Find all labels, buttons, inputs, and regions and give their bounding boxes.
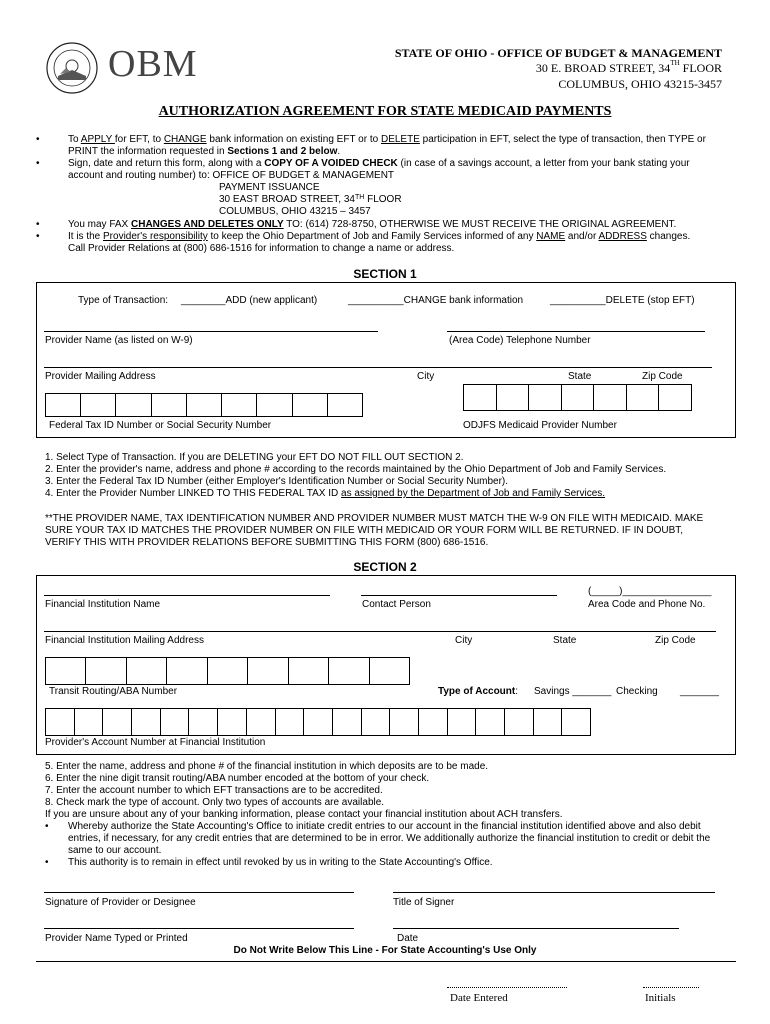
savings-option[interactable]: Savings _______	[534, 686, 612, 697]
contact-person-field[interactable]	[361, 595, 557, 596]
section-1-instructions: 1. Select Type of Transaction. If you are DELETING your EFT DO NOT FILL OUT SECTION 2. 2. Enter the provider's name, address and phone # according to the records maintained by the Ohio Department of Job and Family Services. 3. Enter the Federal Tax ID Number (either Employer's Identification Number or Social Security Number). 4. Enter the Provider Number LINKED TO THIS FEDERAL TAX ID as assigned by the Department of Job and Family Services.	[45, 452, 667, 499]
area-phone-field[interactable]: (_____)________________	[588, 586, 712, 597]
provider-name-typed-field[interactable]	[44, 928, 354, 929]
zip-label: Zip Code	[642, 371, 683, 382]
section-2-heading: SECTION 2	[353, 560, 417, 574]
office-use-notice: Do Not Write Below This Line - For State Accounting's Use Only	[233, 945, 537, 956]
mail-address: PAYMENT ISSUANCE 30 EAST BROAD STREET, 34TH FLOOR COLUMBUS, OHIO 43215 – 3457	[219, 182, 402, 217]
fin-institution-name-field[interactable]	[44, 595, 330, 596]
tax-id-warning: **THE PROVIDER NAME, TAX IDENTIFICATION NUMBER AND PROVIDER NUMBER MUST MATCH THE W-9 ON FILE WITH MEDICAID. MAKE SURE YOUR TAX ID MATCHES THE PROVIDER NUMBER ON FILE WITH MEDICAID OR YOUR FORM WILL BE RETURNED. IF IN DOUBT, VERIFY THIS WITH PROVIDER RELATIONS BEFORE SUBMITTING THIS FORM (800) 686-1516.	[45, 513, 704, 548]
logo-text: OBM	[108, 43, 198, 85]
street-line: 30 E. BROAD STREET, 34TH FLOOR	[535, 59, 722, 75]
bullet: •	[36, 231, 40, 242]
fin-institution-name-label: Financial Institution Name	[45, 599, 161, 610]
routing-number-boxes[interactable]	[45, 657, 410, 685]
date-entered-label: Date Entered	[450, 992, 508, 1004]
medicaid-number-boxes[interactable]	[463, 384, 692, 411]
state-label: State	[568, 371, 592, 382]
account-number-boxes[interactable]	[45, 708, 591, 736]
intro-bullet-3: You may FAX CHANGES AND DELETES ONLY TO: (614) 728-8750, OTHERWISE WE MUST RECEIVE THE ORIGINAL AGREEMENT.	[68, 219, 677, 230]
mailing-address-field[interactable]	[44, 367, 712, 368]
intro-bullet-1: To APPLY for EFT, to CHANGE bank information on existing EFT or to DELETE participation in EFT, select the type of transaction, then TYPE or PRINT the information requested in Sections 1 and 2 below.	[68, 134, 706, 157]
bullet: •	[45, 857, 49, 868]
ohio-seal	[46, 42, 98, 94]
provider-name-field[interactable]	[44, 331, 378, 332]
signature-field[interactable]	[44, 892, 354, 893]
bullet: •	[36, 134, 40, 145]
area-phone-label: Area Code and Phone No.	[588, 599, 706, 610]
change-option[interactable]: __________CHANGE bank information	[348, 295, 524, 306]
authorization-text: Whereby authorize the State Accounting's Office to initiate credit entries to our account in the financial institution identified above and also debit entries, if necessary, for any credit entries that are determined to be in error. We additionally authorize the financial institution to credit or debit the same to our account.	[68, 821, 711, 856]
provider-name-label: Provider Name (as listed on W-9)	[45, 335, 193, 346]
bullet: •	[36, 219, 40, 230]
intro-bullet-2: Sign, date and return this form, along with a COPY OF A VOIDED CHECK (in case of a savings account, a letter from your bank stating your account and routing number) to: OFFICE OF BUDGET & MANAGEMENT	[68, 158, 690, 181]
phone-field[interactable]	[447, 331, 705, 332]
office-line: STATE OF OHIO - OFFICE OF BUDGET & MANAGEMENT	[394, 46, 722, 60]
tax-id-boxes[interactable]	[45, 393, 363, 417]
account-number-label: Provider's Account Number at Financial Institution	[45, 737, 266, 748]
authority-duration-text: This authority is to remain in effect until revoked by us in writing to the State Accounting's Office.	[68, 857, 493, 868]
account-type-label: Type of Account:	[438, 686, 519, 697]
intro-bullet-4: It is the Provider's responsibility to keep the Ohio Department of Job and Family Services informed of any NAME and/or ADDRESS changes. Call Provider Relations at (800) 686-1516 for information to change a name or address.	[68, 231, 691, 254]
add-option[interactable]: ________ADD (new applicant)	[181, 295, 318, 306]
contact-person-label: Contact Person	[362, 599, 431, 610]
initials-field[interactable]	[643, 987, 699, 988]
date-field[interactable]	[393, 928, 679, 929]
tax-id-label: Federal Tax ID Number or Social Security Number	[49, 420, 272, 431]
mailing-address-label: Provider Mailing Address	[45, 371, 156, 382]
phone-label: (Area Code) Telephone Number	[449, 335, 591, 346]
delete-option[interactable]: __________DELETE (stop EFT)	[550, 295, 695, 306]
fin-mailing-address-field[interactable]	[44, 631, 716, 632]
medicaid-number-label: ODJFS Medicaid Provider Number	[463, 420, 617, 431]
date-label: Date	[397, 933, 419, 944]
section-1-heading: SECTION 1	[353, 267, 417, 281]
checking-blank[interactable]: _______	[680, 686, 719, 697]
fin-city-label: City	[455, 635, 473, 646]
date-entered-field[interactable]	[447, 987, 567, 988]
title-field[interactable]	[393, 892, 715, 893]
fin-zip-label: Zip Code	[655, 635, 696, 646]
signature-label: Signature of Provider or Designee	[45, 897, 196, 908]
bullet: •	[36, 158, 40, 169]
city-label: City	[417, 371, 435, 382]
provider-name-typed-label: Provider Name Typed or Printed	[45, 933, 188, 944]
type-of-transaction-label: Type of Transaction:	[78, 295, 169, 306]
initials-label: Initials	[645, 992, 676, 1004]
office-use-divider	[36, 961, 736, 962]
checking-option[interactable]: Checking	[616, 686, 658, 697]
title-label: Title of Signer	[393, 897, 455, 908]
fin-mailing-address-label: Financial Institution Mailing Address	[45, 635, 204, 646]
page-title: AUTHORIZATION AGREEMENT FOR STATE MEDICAID PAYMENTS	[158, 104, 612, 119]
fin-state-label: State	[553, 635, 577, 646]
routing-number-label: Transit Routing/ABA Number	[49, 686, 178, 697]
city-line: COLUMBUS, OHIO 43215-3457	[558, 77, 722, 91]
section-2-instructions: 5. Enter the name, address and phone # of the financial institution in which deposits are to be made. 6. Enter the nine digit transit routing/ABA number encoded at the bottom of your check. 7. Enter the account number to which EFT transactions are to be accredited. 8. Check mark the type of account. Only two types of accounts are available. If you are unsure about any of your banking information, please contact your financial institution about ACH transfers.	[45, 761, 563, 820]
bullet: •	[45, 821, 49, 832]
